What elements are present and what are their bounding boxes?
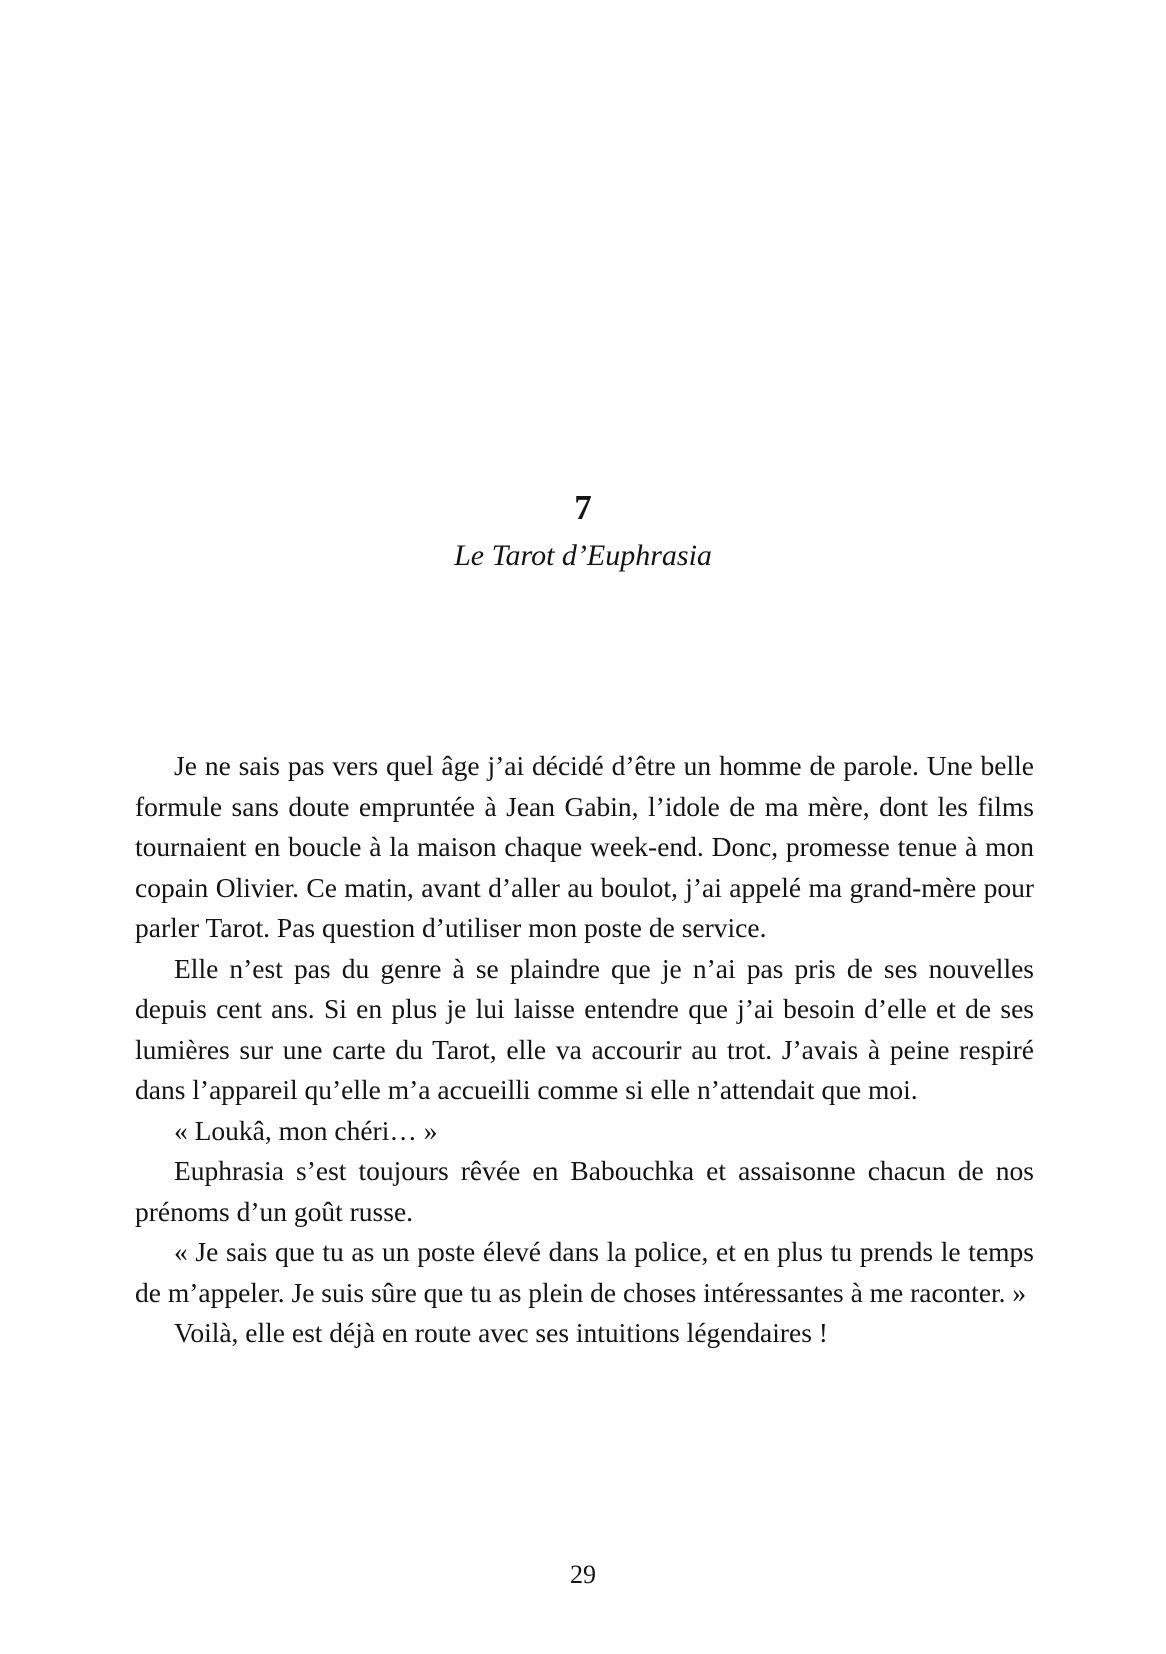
- paragraph: Je ne sais pas vers quel âge j’ai décidé d’être un homme de parole. Une belle formule sans doute empruntée à Jean Gabin, l’idole de ma mère, dont les films tournaient en boucle à la maison chaque week-end. Donc, promesse tenue à mon copain Olivier. Ce matin, avant d’aller au boulot, j’ai appelé ma grand-mère pour parler Tarot. Pas question d’utiliser mon poste de service.: [135, 750, 1034, 943]
- body-text: [135, 746, 1034, 1354]
- paragraph: Euphrasia s’est toujours rêvée en Babouchka et assaisonne chacun de nos prénoms d’un goût russe.: [135, 1155, 1034, 1227]
- paragraph: Elle n’est pas du genre à se plaindre que je n’ai pas pris de ses nouvelles depuis cent ans. Si en plus je lui laisse entendre que j’ai besoin d’elle et de ses lumières sur une carte du Tarot, elle va accourir au trot. J’avais à peine respiré dans l’appareil qu’elle m’a accueilli comme si elle n’attendait que moi.: [135, 952, 1034, 1105]
- paragraph: « Je sais que tu as un poste élevé dans la police, et en plus tu prends le temps de m’appeler. Je suis sûre que tu as plein de choses intéressantes à me raconter. »: [135, 1236, 1034, 1308]
- paragraph: « Loukâ, mon chéri… »: [174, 1114, 438, 1146]
- paragraph: Voilà, elle est déjà en route avec ses intuitions légendaires !: [174, 1317, 828, 1348]
- chapter-title: Le Tarot d’Euphrasia: [454, 539, 712, 572]
- page-number: 29: [570, 1560, 596, 1589]
- chapter-number: 7: [574, 488, 592, 527]
